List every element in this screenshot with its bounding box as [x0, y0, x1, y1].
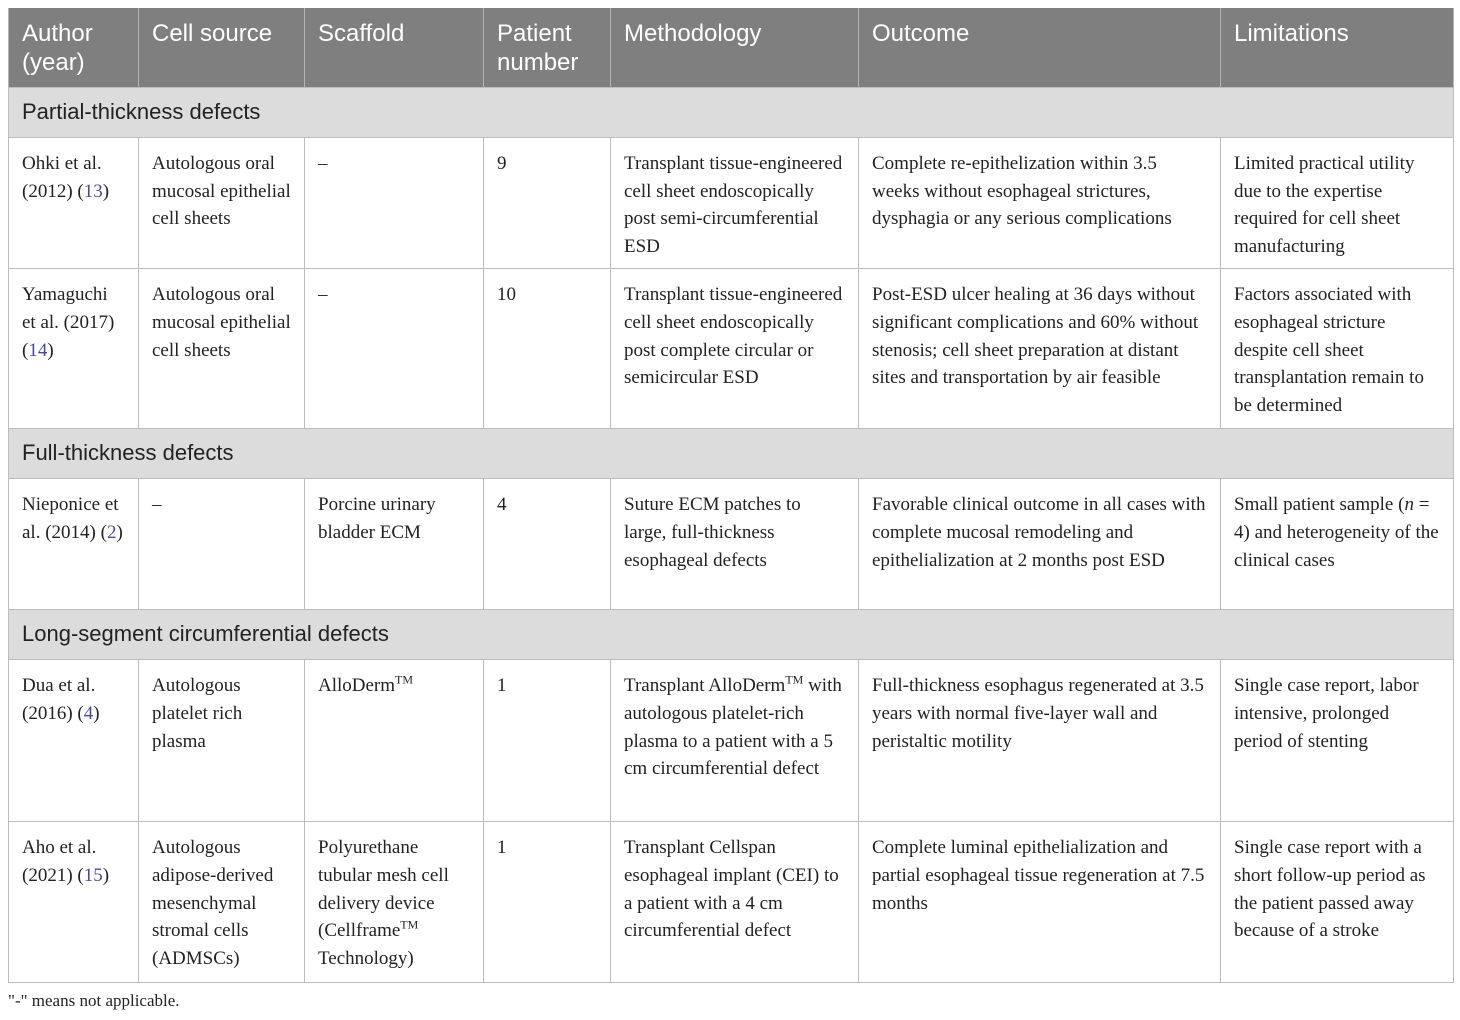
limitations-cell: Small patient sample (n = 4) and heterogeneity of the clinical cases [1221, 479, 1454, 610]
cell-source-cell: Autologous oral mucosal epithelial cell sheets [139, 269, 305, 429]
table-row [9, 479, 1454, 610]
cell-source-cell: Autologous oral mucosal epithelial cell sheets [139, 138, 305, 269]
outcome-cell: Full-thickness esophagus regenerated at 3.5 years with normal five-layer wall and peristaltic motility [859, 660, 1221, 822]
author-cell: Ohki et al. (2012) (13) [9, 138, 139, 269]
section-row [9, 88, 1454, 138]
cell-source-cell: – [139, 479, 305, 610]
section-row [9, 429, 1454, 479]
limitations-cell: Single case report with a short follow-up period as the patient passed away because of a stroke [1221, 822, 1454, 983]
header-scaffold: Scaffold [305, 8, 484, 88]
reference-link[interactable]: 2 [106, 521, 117, 543]
header-patient-number: Patient number [484, 8, 611, 88]
table-row [9, 822, 1454, 983]
scaffold-cell: – [305, 269, 484, 429]
table-row [9, 660, 1454, 822]
header-cell-source: Cell source [139, 8, 305, 88]
table-row [9, 138, 1454, 269]
scaffold-cell: AlloDerm™ [305, 660, 484, 822]
header-author: Author (year) [9, 8, 139, 88]
methodology-cell: Suture ECM patches to large, full-thickness esophageal defects [611, 479, 859, 610]
reference-link[interactable]: 4 [83, 702, 94, 724]
studies-table [8, 8, 1454, 983]
outcome-cell: Complete re-epithelization within 3.5 weeks without esophageal strictures, dysphagia or any serious complications [859, 138, 1221, 269]
section-title: Full-thickness defects [9, 429, 1454, 479]
section-title: Partial-thickness defects [9, 88, 1454, 138]
header-methodology: Methodology [611, 8, 859, 88]
outcome-cell: Post-ESD ulcer healing at 36 days without significant complications and 60% without stenosis; cell sheet preparation at distant sites and transportation by air feasible [859, 269, 1221, 429]
methodology-cell: Transplant AlloDerm™ with autologous platelet-rich plasma to a patient with a 5 cm circumferential defect [611, 660, 859, 822]
scaffold-cell: Polyurethane tubular mesh cell delivery device (Cellframe™ Technology) [305, 822, 484, 983]
table-container [8, 8, 1453, 983]
patient-number-cell: 1 [484, 660, 611, 822]
cell-source-cell: Autologous adipose-derived mesenchymal stromal cells (ADMSCs) [139, 822, 305, 983]
author-cell: Dua et al. (2016) (4) [9, 660, 139, 822]
author-cell: Nieponice et al. (2014) (2) [9, 479, 139, 610]
table-footnote: "-" means not applicable. [8, 991, 180, 1010]
patient-number-cell: 10 [484, 269, 611, 429]
limitations-cell: Limited practical utility due to the expertise required for cell sheet manufacturing [1221, 138, 1454, 269]
methodology-cell: Transplant tissue-engineered cell sheet endoscopically post semi-circumferential ESD [611, 138, 859, 269]
header-row [9, 8, 1454, 88]
patient-number-cell: 1 [484, 822, 611, 983]
outcome-cell: Favorable clinical outcome in all cases with complete mucosal remodeling and epithelialization at 2 months post ESD [859, 479, 1221, 610]
reference-link[interactable]: 15 [83, 864, 103, 886]
header-limitations: Limitations [1221, 8, 1454, 88]
reference-link[interactable]: 13 [83, 180, 103, 202]
patient-number-cell: 9 [484, 138, 611, 269]
section-row [9, 610, 1454, 660]
scaffold-cell: – [305, 138, 484, 269]
cell-source-cell: Autologous platelet rich plasma [139, 660, 305, 822]
methodology-cell: Transplant Cellspan esophageal implant (CEI) to a patient with a 4 cm circumferential defect [611, 822, 859, 983]
author-cell: Aho et al. (2021) (15) [9, 822, 139, 983]
limitations-cell: Single case report, labor intensive, prolonged period of stenting [1221, 660, 1454, 822]
scaffold-cell: Porcine urinary bladder ECM [305, 479, 484, 610]
section-title: Long-segment circumferential defects [9, 610, 1454, 660]
limitations-cell: Factors associated with esophageal stricture despite cell sheet transplantation remain to be determined [1221, 269, 1454, 429]
methodology-cell: Transplant tissue-engineered cell sheet endoscopically post complete circular or semicircular ESD [611, 269, 859, 429]
outcome-cell: Complete luminal epithelialization and partial esophageal tissue regeneration at 7.5 months [859, 822, 1221, 983]
patient-number-cell: 4 [484, 479, 611, 610]
table-row [9, 269, 1454, 429]
reference-link[interactable]: 14 [28, 339, 48, 361]
header-outcome: Outcome [859, 8, 1221, 88]
author-cell: Yamaguchi et al. (2017) (14) [9, 269, 139, 429]
